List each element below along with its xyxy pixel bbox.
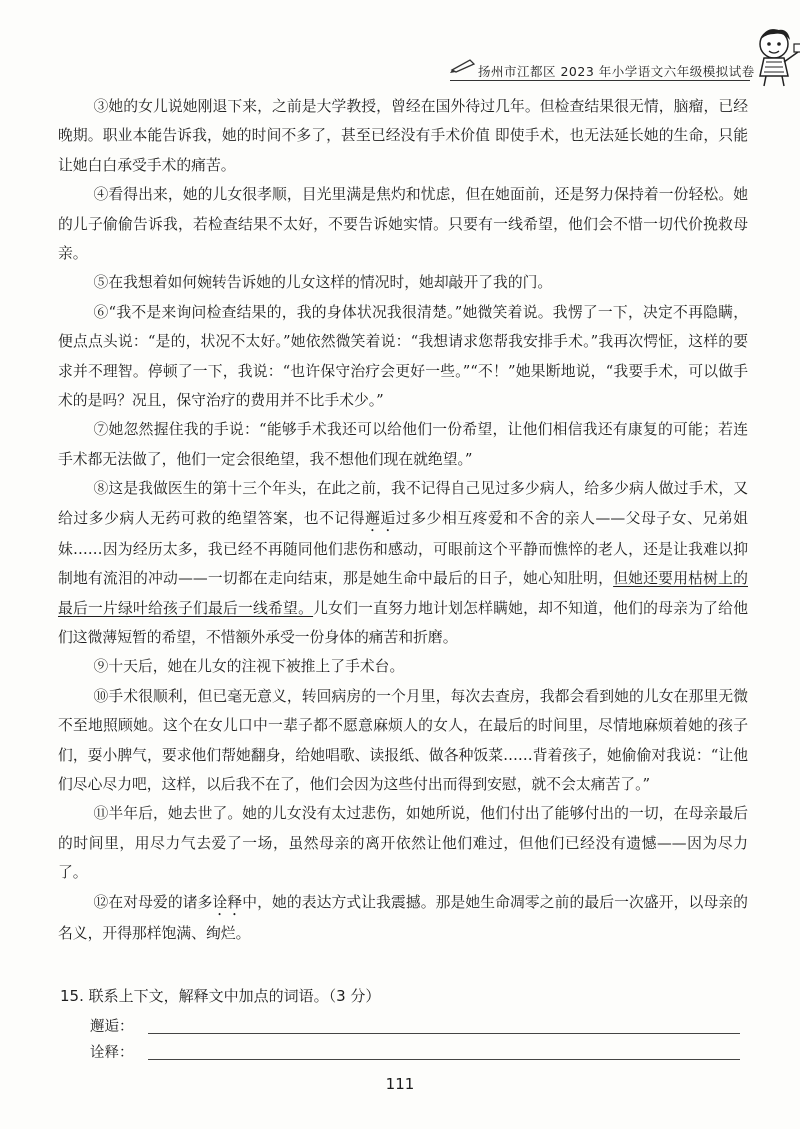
- page-header: [450, 52, 780, 86]
- paragraph-12: [58, 888, 748, 948]
- answer-rule: [148, 1059, 740, 1060]
- answer-line-xiehou[interactable]: [90, 1015, 740, 1037]
- underlined-sentence: 但她还要用枯树上的最后一片绿叶给孩子们最后一线希望。: [58, 570, 748, 617]
- paragraph-10: ⑩手术很顺利，但已毫无意义，转回病房的一个月里，每次去查房，我都会看到她的儿女在那里无微不至地照顾她。这个在女儿口中一辈子都不愿意麻烦人的女人，在最后的时间里，尽情地麻烦着她的孩子们，耍小脾气，要求他们帮她翻身，给她唱歌、读报纸、做各种饭菜……背着孩子，她偷偷对我说：“让他们尽心尽力吧，这样，以后我不在了，他们会因为这些付出而得到安慰，就不会太痛苦了。”: [58, 687, 748, 793]
- paragraph-8-part3: 儿女们一直努力地计划怎样瞒她，却不知道，他们的母亲为了给他们这微薄短暂的希望，不惜额外承受一份身体的痛苦和折磨。: [58, 599, 748, 646]
- answer-label-xiehou: 邂逅：: [90, 1019, 134, 1035]
- paragraph-3: ③她的女儿说她刚退下来，之前是大学教授，曾经在国外待过几年。但检查结果很无情，脑瘤，已经晚期。职业本能告诉我，她的时间不多了，甚至已经没有手术价值 即使手术，也无法延长她的生命，只能让她白白承受手术的痛苦。: [58, 98, 748, 174]
- answer-label-quanshi: 诠释：: [90, 1045, 134, 1061]
- dotted-word-xiehou: 邂逅: [365, 509, 396, 527]
- header-title: 扬州市江都区 2023 年小学语文六年级模拟试卷: [478, 64, 755, 79]
- page-number: 111: [385, 1075, 415, 1093]
- dotted-word-quanshi: 诠释: [212, 893, 243, 911]
- paragraph-4: ④看得出来，她的儿女很孝顺，目光里满是焦灼和忧虑，但在她面前，还是努力保持着一份轻松。她的儿子偷偷告诉我，若检查结果不太好，不要告诉她实情。只要有一线希望，他们会不惜一切代价挽救母亲。: [58, 186, 748, 263]
- paragraph-7: ⑦她忽然握住我的手说：“能够手术我还可以给他们一份希望，让他们相信我还有康复的可能；若连手术都无法做了，他们一定会很绝望，我不想他们现在就绝望。”: [58, 421, 748, 468]
- paragraph-6: ⑥“我不是来询问检查结果的，我的身体状况我很清楚。”她微笑着说。我愣了一下，决定不再隐瞒，便点点头说：“是的，状况不太好。”她依然微笑着说：“我想请求您帮我安排手术。”我再次愕怔，这样的要求并不理智。停顿了一下，我说：“也许保守治疗会更好一些。”“不！”她果断地说，“我要手术，可以做手术的是吗？况且，保守治疗的费用并不比手术少。”: [58, 303, 748, 410]
- answer-rule: [148, 1033, 740, 1034]
- pencil-icon: [450, 56, 476, 74]
- question-15: 15. 联系上下文，解释文中加点的词语。（3 分）: [60, 987, 381, 1005]
- answer-line-quanshi[interactable]: [90, 1041, 740, 1063]
- paragraph-12-part1: ⑫在对母爱的诸多: [93, 893, 213, 911]
- paragraph-5: ⑤在我想着如何婉转告诉她的儿女这样的情况时，她却敲开了我的门。: [93, 274, 553, 292]
- paragraph-8-part2: 过多少相互疼爱和不舍的亲人——父母子女、兄弟姐妹……因为经历太多，我已经不再随同他们悲伤和感动，可眼前这个平静而憔悴的老人，还是让我难以抑制地有流泪的冲动——一切都在走向结束，那是她生命中最后的日子，她心知肚明，: [58, 509, 748, 588]
- header-rule: [450, 80, 750, 81]
- reading-passage: [58, 92, 748, 948]
- paragraph-12-part2: 中，她的表达方式让我震撼。那是她生命凋零之前的最后一次盛开，以母亲的名义，开得那样饱满、绚烂。: [58, 893, 748, 942]
- paragraph-8: [58, 474, 748, 652]
- paragraph-8-part1: ⑧这是我做医生的第十三个年头，在此之前，我不记得自己见过多少病人，给多少病人做过手术，又给过多少病人无药可救的绝望答案，也不记得: [58, 480, 748, 527]
- paragraph-11: ⑪半年后，她去世了。她的儿女没有太过悲伤，如她所说，他们付出了能够付出的一切，在母亲最后的时间里，用尽力气去爱了一场，虽然母亲的离开依然让他们难过，但他们已经没有遗憾——因为尽力了。: [58, 805, 748, 882]
- paragraph-9: ⑨十天后，她在儿女的注视下被推上了手术台。: [93, 658, 405, 676]
- mascot-boy-icon: [744, 22, 800, 88]
